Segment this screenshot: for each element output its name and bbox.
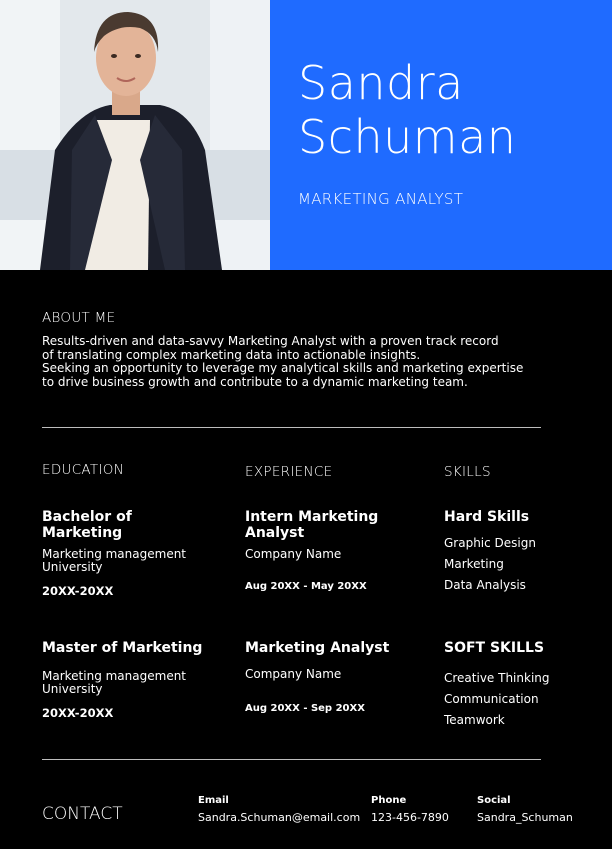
- email-label: Email: [198, 795, 229, 806]
- school-name: Marketing management University: [42, 547, 187, 574]
- education-item: [42, 640, 212, 720]
- school-name: Marketing management University: [42, 669, 187, 696]
- degree-title: Master of Marketing: [42, 640, 203, 656]
- skill-item: Teamwork: [444, 713, 505, 727]
- profile-photo: [0, 0, 270, 270]
- skills-heading: SKILLS: [444, 464, 491, 480]
- social-label: Social: [477, 795, 511, 806]
- contact-heading: CONTACT: [42, 804, 123, 824]
- hard-skills: [444, 509, 594, 596]
- education-date: 20XX-20XX: [42, 584, 114, 598]
- contact-social: [477, 795, 573, 824]
- education-heading: EDUCATION: [42, 462, 125, 478]
- degree-title: Bachelor of Marketing: [42, 509, 132, 541]
- about-line: of translating complex marketing data into actionable insights.: [42, 347, 421, 362]
- job-role-title: Marketing Analyst: [245, 640, 390, 656]
- experience-date: Aug 20XX - Sep 20XX: [245, 703, 365, 714]
- social-value[interactable]: Sandra_Schuman: [477, 811, 573, 824]
- person-name: [298, 56, 598, 164]
- soft-skills-title: SOFT SKILLS: [444, 640, 545, 656]
- divider-top: [42, 427, 541, 428]
- job-title: MARKETING ANALYST: [298, 190, 464, 208]
- education-date: 20XX-20XX: [42, 706, 114, 720]
- skill-item: Communication: [444, 692, 539, 706]
- skill-item: Graphic Design: [444, 536, 536, 550]
- soft-skills: [444, 640, 594, 731]
- experience-item: [245, 509, 405, 592]
- phone-label: Phone: [371, 795, 407, 806]
- about-line: Results-driven and data-savvy Marketing Analyst with a proven track record: [42, 334, 499, 348]
- experience-heading: EXPERIENCE: [245, 464, 333, 480]
- about-line: to drive business growth and contribute to a dynamic marketing team.: [42, 374, 468, 389]
- skill-item: Marketing: [444, 557, 504, 571]
- divider-bottom: [42, 759, 541, 760]
- about-heading: ABOUT ME: [42, 310, 116, 326]
- skill-item: Creative Thinking: [444, 671, 550, 685]
- name-last: Schuman: [298, 110, 517, 164]
- skill-item: Data Analysis: [444, 578, 526, 592]
- contact-email: [198, 795, 360, 824]
- education-item: [42, 509, 212, 598]
- phone-value[interactable]: 123-456-7890: [371, 811, 449, 824]
- soft-skills-list: [444, 668, 594, 731]
- hard-skills-list: [444, 533, 594, 596]
- name-first: Sandra: [298, 56, 464, 110]
- email-value[interactable]: Sandra.Schuman@email.com: [198, 811, 361, 824]
- hard-skills-title: Hard Skills: [444, 509, 530, 525]
- contact-phone: [371, 795, 449, 824]
- experience-item: [245, 640, 405, 714]
- company-name: Company Name: [245, 547, 342, 561]
- company-name: Company Name: [245, 667, 342, 681]
- about-line: Seeking an opportunity to leverage my analytical skills and marketing expertise: [42, 361, 524, 376]
- experience-date: Aug 20XX - May 20XX: [245, 581, 367, 592]
- about-text: [42, 335, 562, 389]
- job-role-title: Intern Marketing Analyst: [245, 509, 379, 541]
